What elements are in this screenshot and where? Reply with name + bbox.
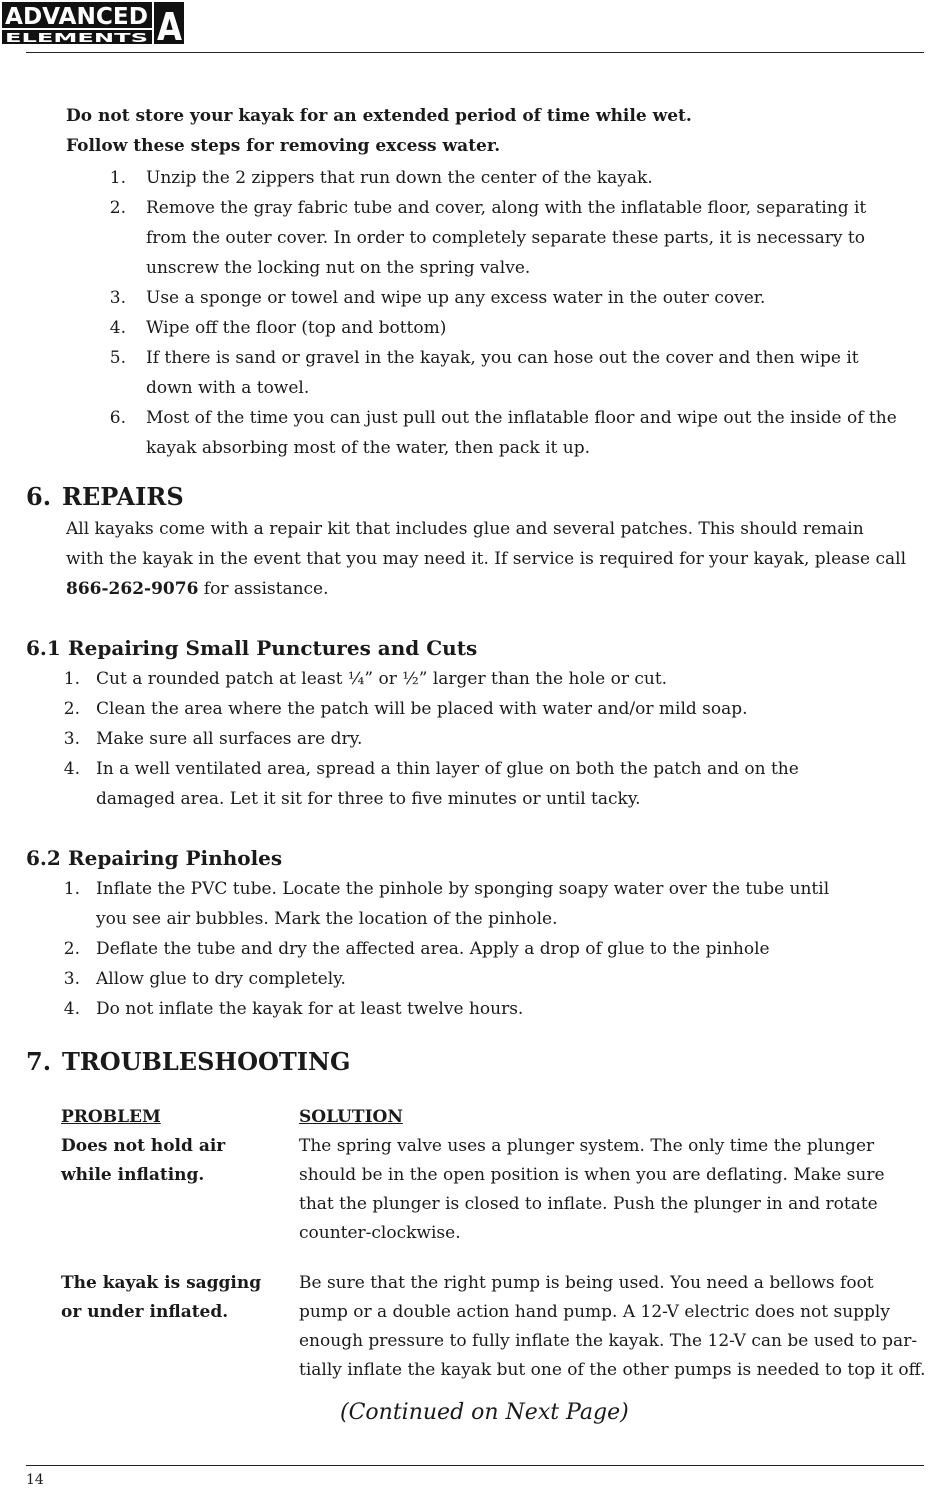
section-title: TROUBLESHOOTING — [62, 1047, 351, 1076]
list-item-text: damaged area. Let it sit for three to five minutes or until tacky. — [96, 789, 641, 809]
list-item-number: 2. — [63, 699, 80, 719]
list-item-text: Do not inflate the kayak for at least twelve hours. — [96, 999, 524, 1019]
list-item-text: unscrew the locking nut on the spring valve. — [146, 258, 531, 278]
list-item-number: 2. — [109, 198, 126, 218]
list-item-text: Wipe off the floor (top and bottom) — [146, 318, 447, 338]
list-item-number: 3. — [109, 288, 126, 308]
logo-mark: A — [157, 5, 183, 44]
section-pinholes-heading — [26, 843, 282, 873]
list-item-text: Allow glue to dry completely. — [96, 969, 346, 989]
list-item-number: 4. — [63, 759, 80, 779]
problem-cell: The kayak is sagging or under inflated. — [61, 1273, 262, 1322]
list-item-text: Make sure all surfaces are dry. — [96, 729, 363, 749]
list-item-number: 1. — [63, 879, 80, 899]
continued-notice: (Continued on Next Page) — [340, 1400, 629, 1425]
problem-column-header: PROBLEM — [61, 1107, 161, 1127]
logo-word-elements: ELEMENTS — [5, 31, 148, 44]
list-item-text: Cut a rounded patch at least ¼” or ½” larger than the hole or cut. — [96, 669, 668, 689]
list-item-number: 1. — [63, 669, 80, 689]
section-title: Repairing Pinholes — [68, 846, 283, 870]
section-title: Repairing Small Punctures and Cuts — [68, 636, 478, 660]
list-item-text: kayak absorbing most of the water, then pack it up. — [146, 438, 591, 458]
list-item-text: from the outer cover. In order to completely separate these parts, it is necessary to — [146, 228, 865, 248]
list-item-number: 2. — [63, 939, 80, 959]
list-item-text: down with a towel. — [146, 378, 310, 398]
list-item-number: 5. — [109, 348, 126, 368]
list-item-text: Deflate the tube and dry the affected area. Apply a drop of glue to the pinhole — [96, 939, 770, 959]
list-item-number: 4. — [63, 999, 80, 1019]
section-punctures-heading — [26, 633, 477, 663]
list-item-number: 3. — [63, 729, 80, 749]
brand-logo — [2, 2, 184, 44]
section-troubleshooting-heading — [26, 1047, 350, 1077]
header-divider — [26, 52, 924, 53]
list-item-text: Unzip the 2 zippers that run down the center of the kayak. — [146, 168, 653, 188]
list-item-number: 6. — [109, 408, 126, 428]
list-item-text: you see air bubbles. Mark the location of the pinhole. — [96, 909, 558, 929]
list-item-number: 3. — [63, 969, 80, 989]
list-item-text: Inflate the PVC tube. Locate the pinhole by sponging soapy water over the tube until — [96, 879, 830, 899]
solution-column-header: SOLUTION — [299, 1107, 403, 1127]
repairs-text-line-3: 866-262-9076 for assistance. — [66, 579, 329, 599]
page-header — [0, 0, 950, 56]
list-item-number: 1. — [109, 168, 126, 188]
storage-warning: Do not store your kayak for an extended period of time while wet. — [66, 106, 692, 126]
service-phone-number: 866-262-9076 — [66, 579, 199, 599]
list-item-text: If there is sand or gravel in the kayak, you can hose out the cover and then wipe it — [146, 348, 859, 368]
list-item-text: Use a sponge or towel and wipe up any excess water in the outer cover. — [146, 288, 766, 308]
repairs-text-line-2: with the kayak in the event that you may need it. If service is required for your kayak, please call — [66, 549, 907, 569]
repairs-text-line-1: All kayaks come with a repair kit that includes glue and several patches. This should remain — [66, 519, 864, 539]
list-item-text: Most of the time you can just pull out the inflatable floor and wipe out the inside of the — [146, 408, 897, 428]
section-number: 6.2 — [26, 846, 61, 870]
page-number: 14 — [26, 1472, 44, 1488]
storage-intro: Follow these steps for removing excess water. — [66, 136, 501, 156]
list-item-text: Remove the gray fabric tube and cover, along with the inflatable floor, separating it — [146, 198, 867, 218]
section-number: 7. — [26, 1047, 52, 1076]
list-item-text: In a well ventilated area, spread a thin layer of glue on both the patch and on the — [96, 759, 799, 779]
problem-cell: Does not hold air while inflating. — [61, 1136, 226, 1185]
section-number: 6.1 — [26, 636, 61, 660]
section-title: REPAIRS — [62, 482, 184, 511]
solution-cell: Be sure that the right pump is being used. You need a bellows foot pump or a double action hand pump. A 12-V electric does not supply enough pressure to fully inflate the kayak. The 12-V can be used to par- tially inflate the kayak but one of the other pumps is needed to top it off. — [299, 1273, 926, 1380]
footer-divider — [26, 1465, 924, 1466]
list-item-text: Clean the area where the patch will be placed with water and/or mild soap. — [96, 699, 748, 719]
logo-word-advanced: ADVANCED — [5, 4, 148, 30]
section-number: 6. — [26, 482, 52, 511]
section-repairs-heading — [26, 482, 184, 512]
list-item-number: 4. — [109, 318, 126, 338]
solution-cell: The spring valve uses a plunger system. The only time the plunger should be in the open position is when you are deflating. Make sure that the plunger is closed to inflate. Push the plunger in and rotate counter-clockwise. — [299, 1136, 885, 1243]
